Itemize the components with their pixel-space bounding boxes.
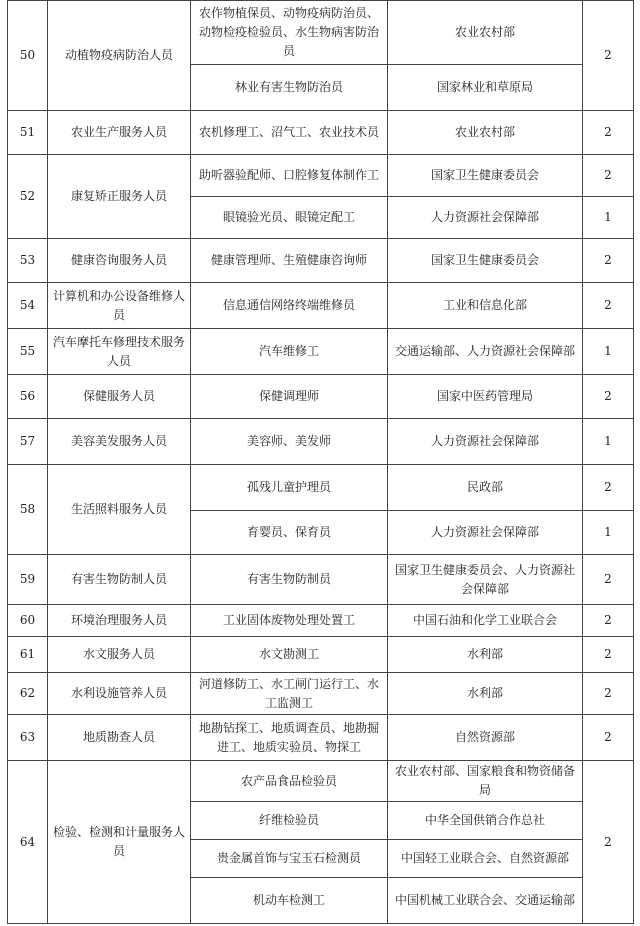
table-row — [8, 239, 634, 283]
count-cell: 2 — [583, 555, 634, 605]
count-cell: 2 — [583, 637, 634, 673]
occupation-cell: 农产品食品检验员 — [191, 761, 388, 802]
table-body — [8, 1, 634, 924]
department-cell: 交通运输部、人力资源社会保障部 — [388, 329, 583, 375]
table-row — [8, 637, 634, 673]
count-cell: 2 — [583, 375, 634, 419]
table-row — [8, 419, 634, 465]
count-cell: 2 — [583, 239, 634, 283]
occupation-cell: 汽车维修工 — [191, 329, 388, 375]
table-row — [8, 761, 634, 802]
table-row — [8, 715, 634, 761]
category-cell: 检验、检测和计量服务人员 — [48, 761, 191, 924]
category-cell: 环境治理服务人员 — [48, 605, 191, 637]
department-cell: 国家卫生健康委员会 — [388, 155, 583, 197]
category-cell: 生活照料服务人员 — [48, 465, 191, 555]
table-row — [8, 465, 634, 511]
department-cell: 国家卫生健康委员会 — [388, 239, 583, 283]
category-cell: 康复矫正服务人员 — [48, 155, 191, 239]
row-number: 52 — [8, 155, 48, 239]
row-number: 56 — [8, 375, 48, 419]
department-cell: 国家中医药管理局 — [388, 375, 583, 419]
row-number: 63 — [8, 715, 48, 761]
department-cell: 中华全国供销合作总社 — [388, 802, 583, 840]
table-row — [8, 155, 634, 197]
department-cell: 水利部 — [388, 673, 583, 715]
occupation-cell: 地勘钻探工、地质调查员、地勘掘进工、地质实验员、物探工 — [191, 715, 388, 761]
category-cell: 健康咨询服务人员 — [48, 239, 191, 283]
count-cell: 2 — [583, 715, 634, 761]
category-cell: 地质勘查人员 — [48, 715, 191, 761]
occupation-cell: 信息通信网络终端维修员 — [191, 283, 388, 329]
category-cell: 汽车摩托车修理技术服务人员 — [48, 329, 191, 375]
occupation-cell: 保健调理师 — [191, 375, 388, 419]
count-cell: 2 — [583, 605, 634, 637]
category-cell: 保健服务人员 — [48, 375, 191, 419]
department-cell: 农业农村部、国家粮食和物资储备局 — [388, 761, 583, 802]
category-cell: 美容美发服务人员 — [48, 419, 191, 465]
count-cell: 2 — [583, 155, 634, 197]
department-cell: 中国机械工业联合会、交通运输部 — [388, 878, 583, 924]
table-row — [8, 605, 634, 637]
department-cell: 中国石油和化学工业联合会 — [388, 605, 583, 637]
department-cell: 农业农村部 — [388, 1, 583, 65]
table-row — [8, 673, 634, 715]
table-row — [8, 1, 634, 65]
row-number: 62 — [8, 673, 48, 715]
count-cell: 1 — [583, 511, 634, 555]
category-cell: 计算机和办公设备维修人员 — [48, 283, 191, 329]
row-number: 53 — [8, 239, 48, 283]
table-row — [8, 329, 634, 375]
row-number: 55 — [8, 329, 48, 375]
count-cell: 1 — [583, 197, 634, 239]
occupation-cell: 眼镜验光员、眼镜定配工 — [191, 197, 388, 239]
occupation-cell: 孤残儿童护理员 — [191, 465, 388, 511]
department-cell: 自然资源部 — [388, 715, 583, 761]
count-cell: 2 — [583, 673, 634, 715]
department-cell: 国家卫生健康委员会、人力资源社会保障部 — [388, 555, 583, 605]
count-cell: 2 — [583, 111, 634, 155]
count-cell: 2 — [583, 283, 634, 329]
occupation-cell: 工业固体废物处理处置工 — [191, 605, 388, 637]
category-cell: 动植物疫病防治人员 — [48, 1, 191, 111]
row-number: 54 — [8, 283, 48, 329]
occupation-cell: 农机修理工、沼气工、农业技术员 — [191, 111, 388, 155]
occupation-cell: 农作物植保员、动物疫病防治员、动物检疫检验员、水生物病害防治员 — [191, 1, 388, 65]
row-number: 58 — [8, 465, 48, 555]
department-cell: 工业和信息化部 — [388, 283, 583, 329]
table-row — [8, 375, 634, 419]
department-cell: 中国轻工业联合会、自然资源部 — [388, 840, 583, 878]
row-number: 59 — [8, 555, 48, 605]
row-number: 51 — [8, 111, 48, 155]
table-row — [8, 555, 634, 605]
category-cell: 水利设施管养人员 — [48, 673, 191, 715]
occupation-cell: 贵金属首饰与宝玉石检测员 — [191, 840, 388, 878]
row-number: 61 — [8, 637, 48, 673]
row-number: 57 — [8, 419, 48, 465]
occupation-cell: 河道修防工、水工闸门运行工、水工监测工 — [191, 673, 388, 715]
department-cell: 人力资源社会保障部 — [388, 511, 583, 555]
count-cell: 2 — [583, 1, 634, 111]
count-cell: 1 — [583, 419, 634, 465]
department-cell: 水利部 — [388, 637, 583, 673]
occupation-table — [7, 0, 634, 924]
count-cell: 2 — [583, 761, 634, 924]
table-row — [8, 283, 634, 329]
department-cell: 国家林业和草原局 — [388, 65, 583, 111]
row-number: 50 — [8, 1, 48, 111]
occupation-cell: 纤维检验员 — [191, 802, 388, 840]
category-cell: 水文服务人员 — [48, 637, 191, 673]
department-cell: 农业农村部 — [388, 111, 583, 155]
table-row — [8, 111, 634, 155]
occupation-cell: 助听器验配师、口腔修复体制作工 — [191, 155, 388, 197]
occupation-cell: 育婴员、保育员 — [191, 511, 388, 555]
row-number: 64 — [8, 761, 48, 924]
category-cell: 有害生物防制人员 — [48, 555, 191, 605]
category-cell: 农业生产服务人员 — [48, 111, 191, 155]
count-cell: 2 — [583, 465, 634, 511]
occupation-cell: 水文勘测工 — [191, 637, 388, 673]
row-number: 60 — [8, 605, 48, 637]
department-cell: 民政部 — [388, 465, 583, 511]
occupation-cell: 有害生物防制员 — [191, 555, 388, 605]
occupation-cell: 机动车检测工 — [191, 878, 388, 924]
occupation-cell: 健康管理师、生殖健康咨询师 — [191, 239, 388, 283]
count-cell: 1 — [583, 329, 634, 375]
occupation-cell: 林业有害生物防治员 — [191, 65, 388, 111]
occupation-cell: 美容师、美发师 — [191, 419, 388, 465]
department-cell: 人力资源社会保障部 — [388, 419, 583, 465]
department-cell: 人力资源社会保障部 — [388, 197, 583, 239]
